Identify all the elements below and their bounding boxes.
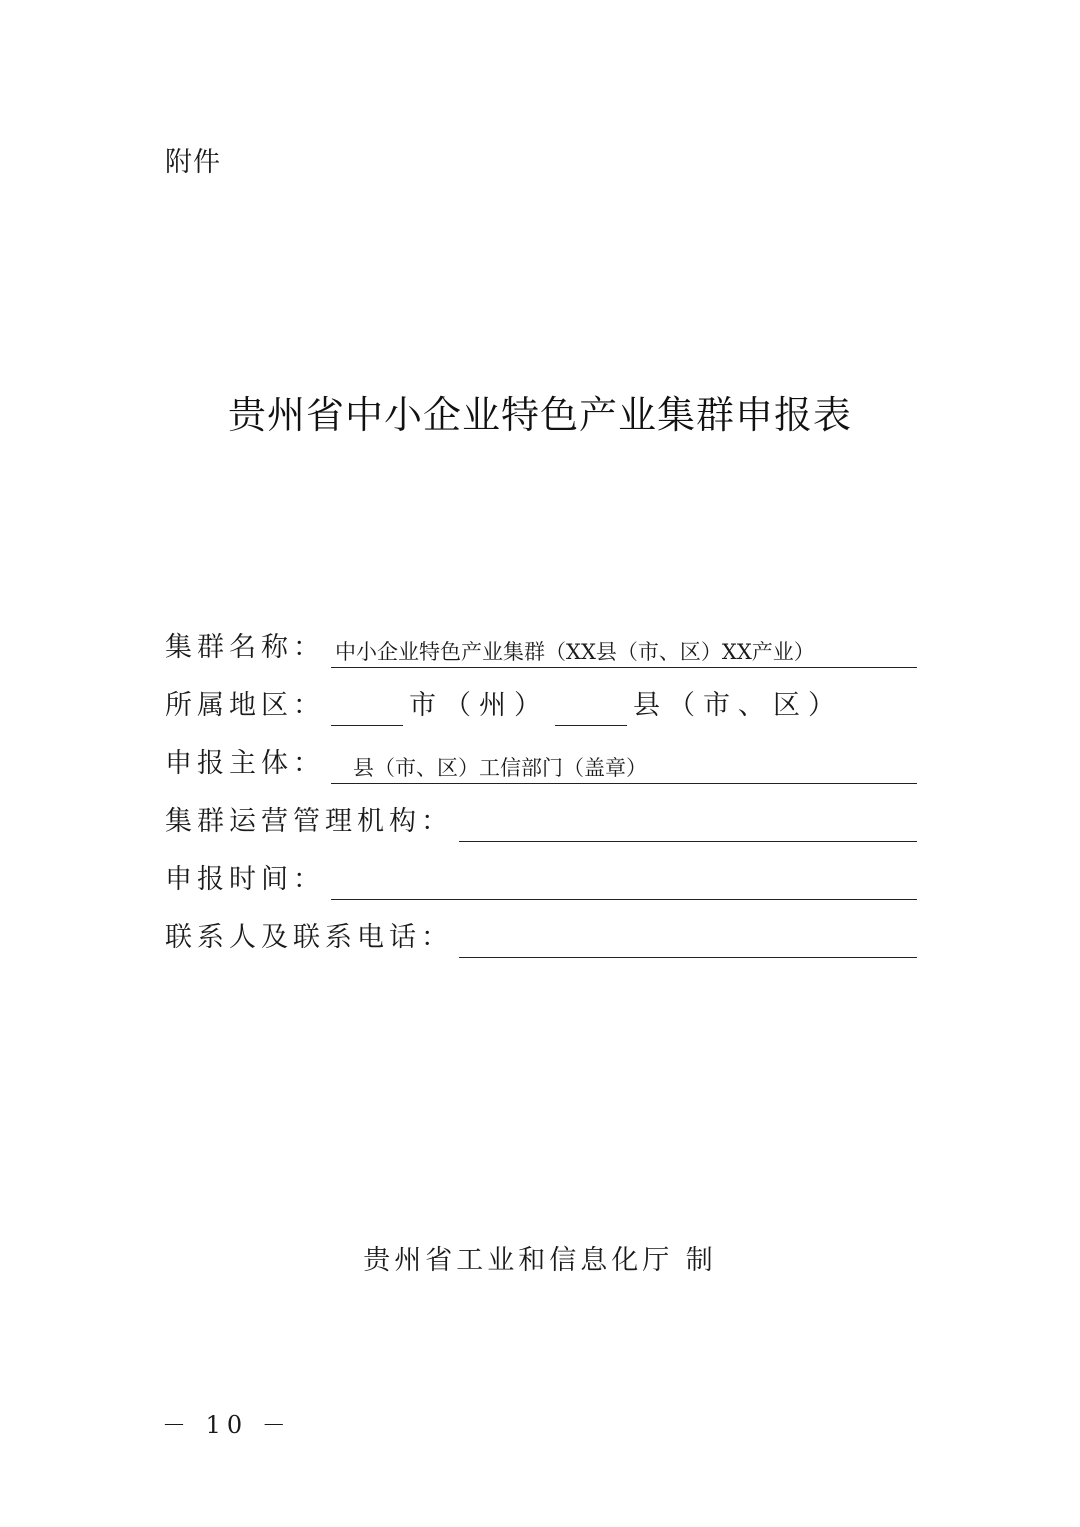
- cluster-name-row: [165, 628, 917, 668]
- county-unit-label: 县（市、区）: [633, 690, 843, 721]
- applicant-field[interactable]: 县（市、区）工信部门（盖章）: [331, 753, 917, 784]
- cluster-name-label: 集群名称：: [165, 632, 325, 663]
- operator-field[interactable]: [459, 811, 917, 842]
- attachment-label: 附件: [165, 147, 221, 178]
- operator-row: [165, 802, 917, 842]
- region-label: 所属地区：: [165, 690, 325, 721]
- date-label: 申报时间：: [165, 864, 325, 895]
- issuer-text: 贵州省工业和信息化厅 制: [363, 1245, 717, 1276]
- contact-row: [165, 918, 917, 958]
- applicant-label: 申报主体：: [165, 748, 325, 779]
- date-field[interactable]: [331, 869, 917, 900]
- page-title: 贵州省中小企业特色产业集群申报表: [227, 393, 852, 437]
- city-unit-label: 市（州）: [409, 690, 549, 721]
- contact-label: 联系人及联系电话：: [165, 922, 453, 953]
- operator-label: 集群运营管理机构：: [165, 806, 453, 837]
- region-row: [165, 686, 917, 726]
- cluster-name-field[interactable]: 中小企业特色产业集群（XX县（市、区）XX产业）: [331, 637, 917, 668]
- date-row: [165, 860, 917, 900]
- page-number: － 10 －: [162, 1411, 292, 1439]
- applicant-row: [165, 744, 917, 784]
- city-blank-field[interactable]: [331, 695, 403, 726]
- contact-field[interactable]: [459, 927, 917, 958]
- county-blank-field[interactable]: [555, 695, 627, 726]
